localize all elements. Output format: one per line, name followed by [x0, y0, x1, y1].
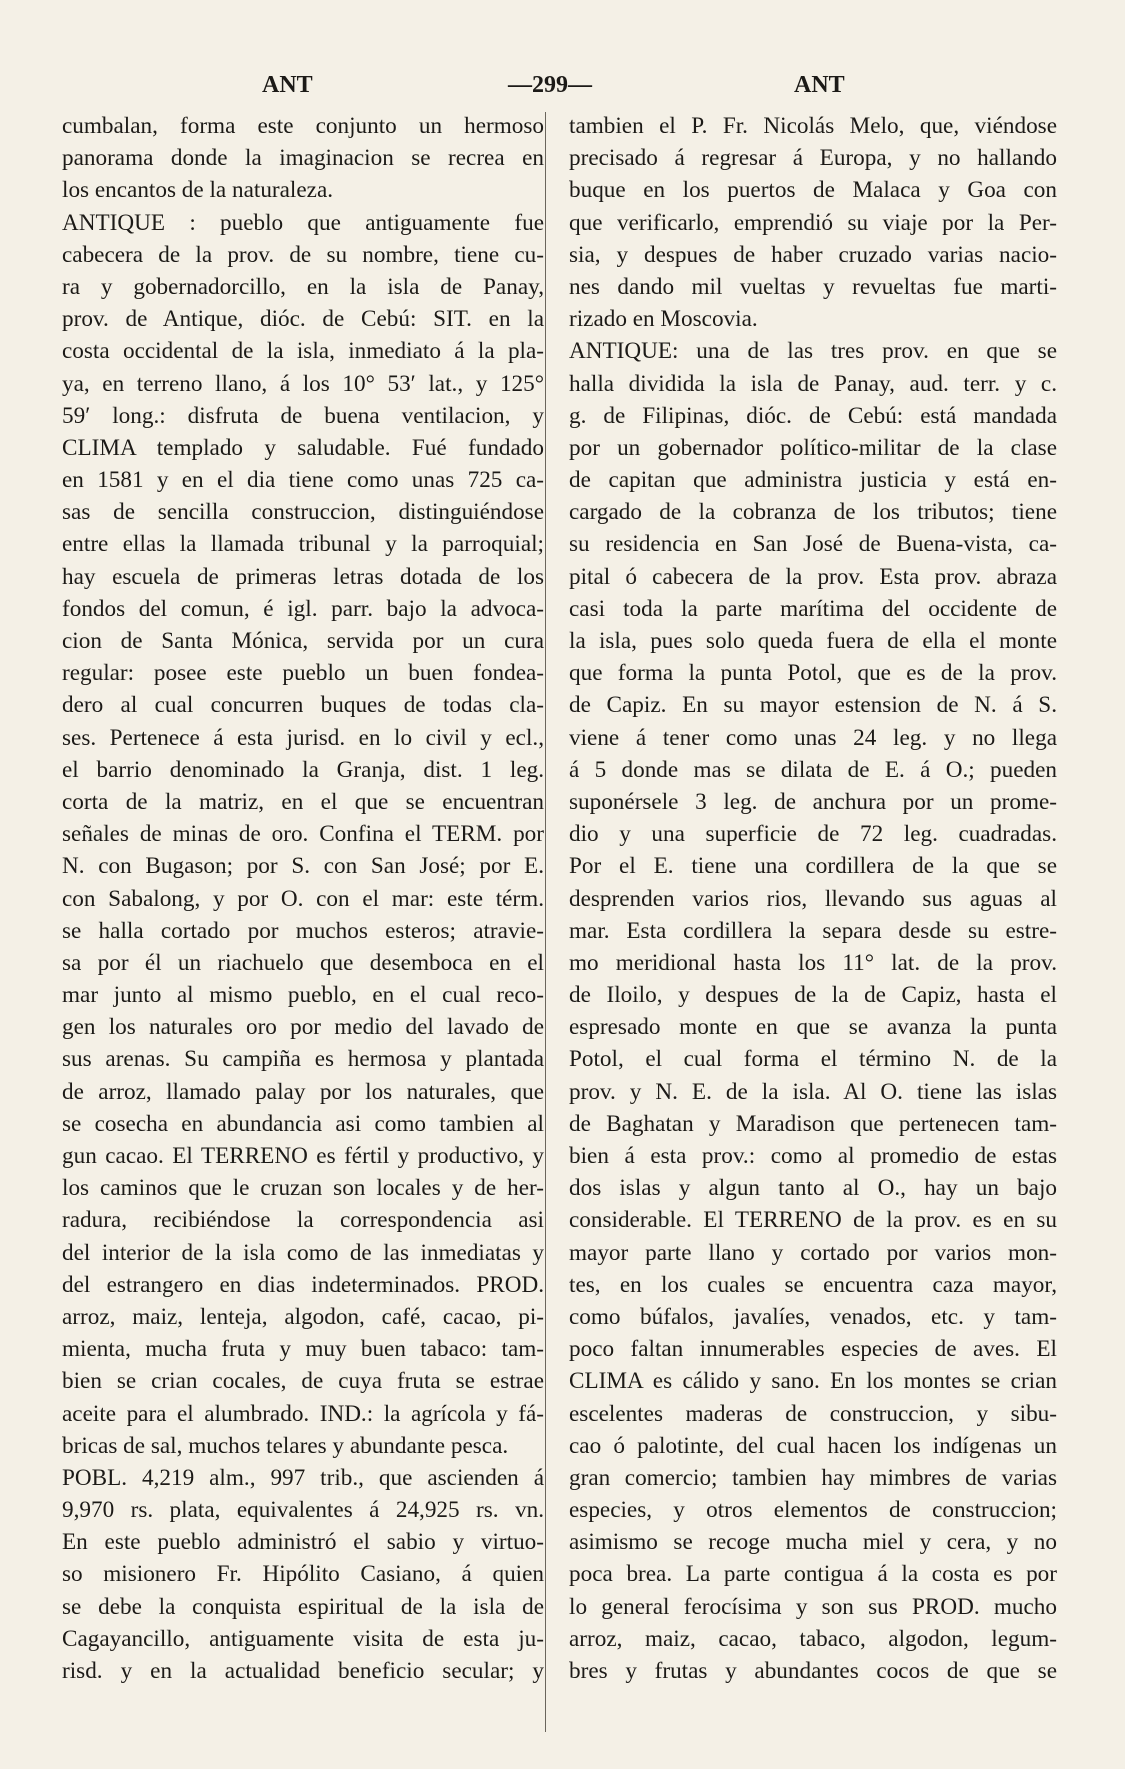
text-line: panorama donde la imaginacion se recrea en: [62, 145, 544, 172]
text-line: suponérsele 3 leg. de anchura por un prome-: [569, 788, 1057, 815]
text-line: nes dando mil vueltas y revueltas fue marti-: [569, 273, 1057, 300]
text-line: del interior de la isla como de las inmediatas y: [62, 1239, 544, 1266]
text-line: risd. y en la actualidad beneficio secular; y: [62, 1658, 544, 1684]
text-line: ya, en terreno llano, á los 10° 53′ lat., y 125°: [62, 370, 544, 397]
text-line: sas de sencilla construccion, distinguiéndose: [62, 499, 544, 526]
text-line: arroz, maiz, cacao, tabaco, algodon, legum-: [569, 1625, 1057, 1652]
right-column: [569, 110, 1057, 1687]
running-head-right: ANT: [794, 72, 845, 98]
text-line: hay escuela de primeras letras dotada de los: [62, 563, 544, 590]
text-line: de Iloilo, y despues de la de Capiz, hasta el: [569, 982, 1057, 1009]
text-line: gun cacao. El TERRENO es fértil y productivo, y: [62, 1143, 544, 1169]
text-line: espresado monte en que se avanza la punta: [569, 1014, 1057, 1041]
text-line: arroz, maiz, lenteja, algodon, café, cacao, pi-: [62, 1303, 544, 1330]
text-line: poca brea. La parte contigua á la costa es por: [569, 1561, 1057, 1588]
text-line: escelentes maderas de construccion, y sibu-: [569, 1400, 1057, 1427]
text-line: de arroz, llamado palay por los naturales, que: [62, 1078, 544, 1105]
text-line: halla dividida la isla de Panay, aud. terr. y c.: [569, 370, 1057, 397]
text-line: que verificarlo, emprendió su viaje por la Per-: [569, 209, 1057, 236]
text-line: CLIMA es cálido y sano. En los montes se crian: [569, 1368, 1057, 1395]
text-line: gran comercio; tambien hay mimbres de varias: [569, 1464, 1057, 1491]
text-line: ses. Pertenece á esta jurisd. en lo civil y ecl.,: [62, 724, 544, 751]
text-line: tambien el P. Fr. Nicolás Melo, que, viéndose: [569, 113, 1057, 139]
text-line: mo meridional hasta los 11° lat. de la prov.: [569, 949, 1057, 976]
text-line: fondos del comun, é igl. parr. bajo la advoca-: [62, 595, 544, 622]
text-line: sa por él un riachuelo que desemboca en el: [62, 949, 544, 976]
text-line: cargado de la cobranza de los tributos; tiene: [569, 499, 1057, 526]
text-line: se debe la conquista espiritual de la isla de: [62, 1593, 544, 1620]
text-line: dio y una superficie de 72 leg. cuadradas.: [569, 821, 1057, 848]
text-line: cumbalan, forma este conjunto un hermoso: [62, 113, 544, 139]
text-line: lo general ferocísima y son sus PROD. mucho: [569, 1593, 1057, 1620]
text-line: que forma la punta Potol, que es de la prov.: [569, 660, 1057, 687]
text-line: so misionero Fr. Hipólito Casiano, á quien: [62, 1561, 544, 1588]
text-line: gen los naturales oro por medio del lavado de: [62, 1014, 544, 1041]
text-line: ANTIQUE : pueblo que antiguamente fue: [62, 209, 544, 236]
text-line: radura, recibiéndose la correspondencia asi: [62, 1207, 544, 1234]
text-line: Cagayancillo, antiguamente visita de esta ju-: [62, 1625, 544, 1652]
page-header: [0, 72, 1125, 108]
text-line: prov. y N. E. de la isla. Al O. tiene las islas: [569, 1078, 1057, 1105]
page-number: —299—: [508, 72, 592, 98]
text-line: viene á tener como unas 24 leg. y no llega: [569, 724, 1057, 751]
text-line: los encantos de la naturaleza.: [62, 177, 334, 204]
text-line: de Baghatan y Maradison que pertenecen tam-: [569, 1110, 1057, 1137]
text-line: mayor parte llano y cortado por varios mon-: [569, 1239, 1057, 1266]
text-line: de Capiz. En su mayor estension de N. á S.: [569, 692, 1057, 719]
text-line: dero al cual concurren buques de todas cla-: [62, 692, 544, 719]
text-line: en 1581 y en el dia tiene como unas 725 ca-: [62, 467, 544, 494]
text-line: mienta, mucha fruta y muy buen tabaco: tam-: [62, 1336, 544, 1363]
text-line: los caminos que le cruzan son locales y de her-: [62, 1175, 544, 1202]
text-line: se cosecha en abundancia asi como tambien al: [62, 1110, 544, 1137]
text-line: bricas de sal, muchos telares y abundante pesca.: [62, 1432, 509, 1459]
text-line: CLIMA templado y saludable. Fué fundado: [62, 434, 544, 461]
text-line: costa occidental de la isla, inmediato á la pla-: [62, 338, 544, 365]
text-line: tes, en los cuales se encuentra caza mayor,: [569, 1271, 1057, 1298]
text-line: sia, y despues de haber cruzado varias nacio-: [569, 241, 1057, 268]
text-line: Por el E. tiene una cordillera de la que se: [569, 853, 1057, 880]
text-line: En este pueblo administró el sabio y virtuo-: [62, 1529, 544, 1556]
text-line: mar. Esta cordillera la separa desde su estre-: [569, 917, 1057, 944]
column-divider: [545, 112, 546, 1732]
text-line: bien á esta prov.: como al promedio de estas: [569, 1143, 1057, 1169]
text-line: entre ellas la llamada tribunal y la parroquial;: [62, 531, 544, 558]
text-line: especies, y otros elementos de construccion;: [569, 1497, 1057, 1524]
text-line: con Sabalong, y por O. con el mar: este térm.: [62, 885, 544, 912]
text-line: prov. de Antique, dióc. de Cebú: SIT. en la: [62, 306, 544, 333]
text-line: considerable. El TERRENO de la prov. es en su: [569, 1207, 1057, 1234]
text-line: por un gobernador político-militar de la clase: [569, 434, 1057, 461]
text-line: rizado en Moscovia.: [569, 306, 758, 333]
text-line: á 5 donde mas se dilata de E. á O.; pueden: [569, 756, 1057, 783]
text-line: de capitan que administra justicia y está en-: [569, 467, 1057, 494]
text-line: buque en los puertos de Malaca y Goa con: [569, 177, 1057, 204]
text-line: ANTIQUE: una de las tres prov. en que se: [569, 338, 1057, 365]
text-line: precisado á regresar á Europa, y no hallando: [569, 145, 1057, 172]
text-line: corta de la matriz, en el que se encuentran: [62, 788, 544, 815]
text-line: la isla, pues solo queda fuera de ella el monte: [569, 628, 1057, 654]
text-line: se halla cortado por muchos esteros; atravie-: [62, 917, 544, 944]
text-line: cao ó palotinte, del cual hacen los indígenas un: [569, 1432, 1057, 1459]
text-line: desprenden varios rios, llevando sus aguas al: [569, 885, 1057, 912]
text-line: cabecera de la prov. de su nombre, tiene cu-: [62, 241, 544, 268]
text-line: bres y frutas y abundantes cocos de que se: [569, 1658, 1057, 1684]
text-line: 59′ long.: disfruta de buena ventilacion, y: [62, 402, 544, 429]
text-line: ra y gobernadorcillo, en la isla de Panay,: [62, 273, 544, 300]
text-line: mar junto al mismo pueblo, en el cual reco-: [62, 982, 544, 1009]
text-line: bien se crian cocales, de cuya fruta se estrae: [62, 1368, 544, 1395]
text-line: g. de Filipinas, dióc. de Cebú: está mandada: [569, 402, 1057, 429]
text-line: cion de Santa Mónica, servida por un cura: [62, 628, 544, 654]
text-line: 9,970 rs. plata, equivalentes á 24,925 rs. vn.: [62, 1497, 544, 1524]
text-line: dos islas y algun tanto al O., hay un bajo: [569, 1175, 1057, 1202]
text-line: N. con Bugason; por S. con San José; por E.: [62, 853, 544, 880]
text-line: del estrangero en dias indeterminados. PROD.: [62, 1271, 544, 1298]
text-line: sus arenas. Su campiña es hermosa y plantada: [62, 1046, 544, 1073]
text-line: como búfalos, javalíes, venados, etc. y tam-: [569, 1303, 1057, 1330]
text-line: casi toda la parte marítima del occidente de: [569, 595, 1057, 622]
text-line: asimismo se recoge mucha miel y cera, y no: [569, 1529, 1057, 1556]
text-line: el barrio denominado la Granja, dist. 1 leg.: [62, 756, 544, 783]
running-head-left: ANT: [262, 72, 313, 98]
left-column: [62, 110, 544, 1687]
text-line: POBL. 4,219 alm., 997 trib., que ascienden á: [62, 1464, 544, 1491]
text-line: Potol, el cual forma el término N. de la: [569, 1046, 1057, 1073]
text-line: regular: posee este pueblo un buen fondea-: [62, 660, 544, 687]
text-line: aceite para el alumbrado. IND.: la agrícola y fá-: [62, 1400, 544, 1427]
text-line: su residencia en San José de Buena-vista, ca-: [569, 531, 1057, 558]
text-line: poco faltan innumerables especies de aves. El: [569, 1336, 1057, 1363]
text-line: señales de minas de oro. Confina el TERM. por: [62, 821, 544, 848]
text-line: pital ó cabecera de la prov. Esta prov. abraza: [569, 563, 1057, 590]
